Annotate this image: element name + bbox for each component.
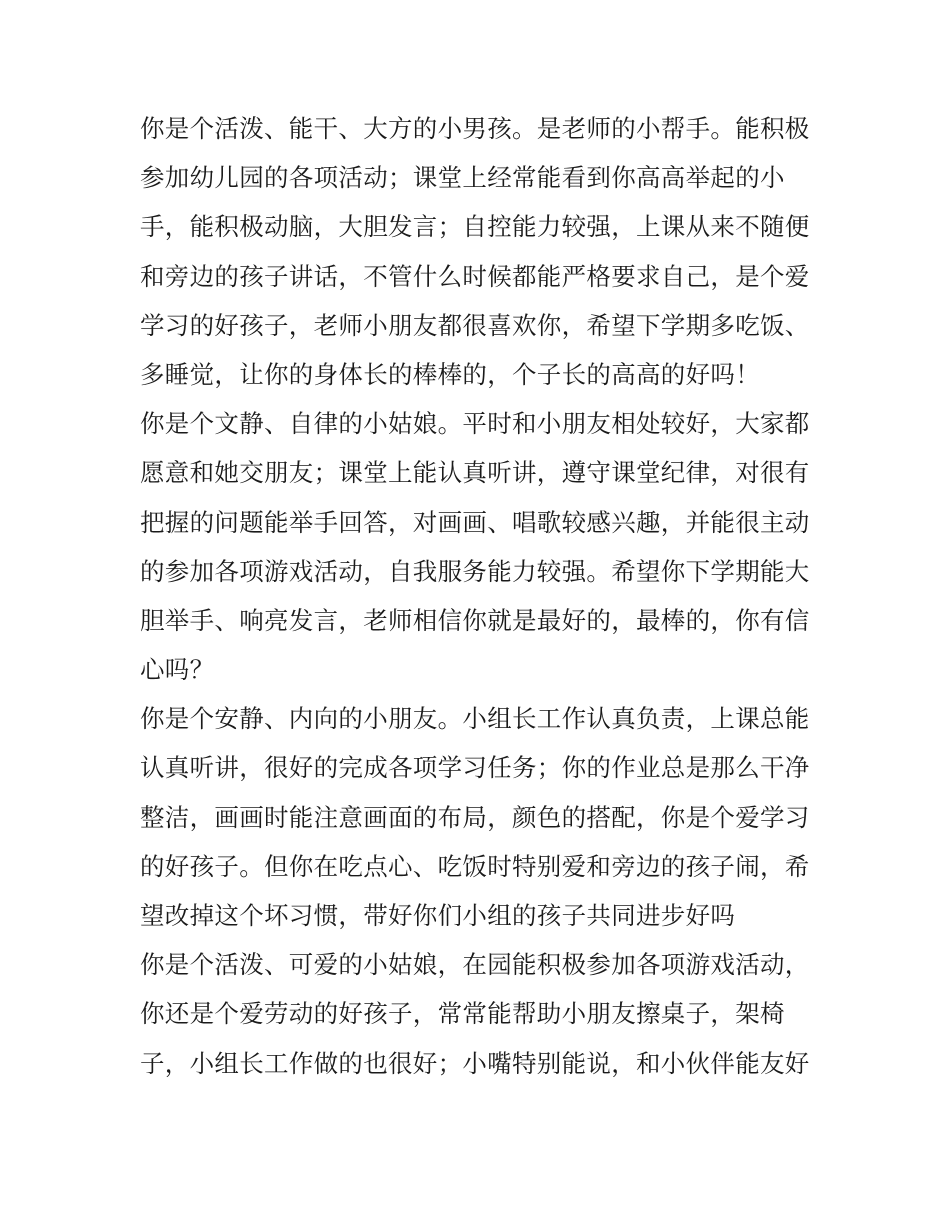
text-line: 你是个活泼、可爱的小姑娘，在园能积极参加各项游戏活动， bbox=[140, 950, 810, 980]
text-line: 认真听讲，很好的完成各项学习任务；你的作业总是那么干净 bbox=[140, 753, 810, 783]
text-line: 手，能积极动脑，大胆发言；自控能力较强，上课从来不随便 bbox=[140, 212, 810, 242]
text-line: 你是个文静、自律的小姑娘。平时和小朋友相处较好，大家都 bbox=[140, 409, 810, 439]
text-line: 的参加各项游戏活动，自我服务能力较强。希望你下学期能大 bbox=[140, 556, 810, 586]
text-line: 和旁边的孩子讲话，不管什么时候都能严格要求自己，是个爱 bbox=[140, 261, 810, 291]
text-line: 胆举手、响亮发言，老师相信你就是最好的，最棒的，你有信 bbox=[140, 605, 810, 635]
text-line: 的好孩子。但你在吃点心、吃饭时特别爱和旁边的孩子闹，希 bbox=[140, 851, 810, 881]
document-body bbox=[140, 104, 820, 1088]
text-line: 望改掉这个坏习惯，带好你们小组的孩子共同进步好吗 bbox=[140, 901, 736, 930]
text-line: 心吗？ bbox=[140, 655, 215, 685]
text-line: 多睡觉，让你的身体长的棒棒的，个子长的高高的好吗！ bbox=[140, 359, 760, 389]
text-line: 愿意和她交朋友；课堂上能认真听讲，遵守课堂纪律，对很有 bbox=[140, 458, 810, 488]
text-line: 你是个安静、内向的小朋友。小组长工作认真负责，上课总能 bbox=[140, 704, 810, 734]
text-line: 参加幼儿园的各项活动；课堂上经常能看到你高高举起的小 bbox=[140, 163, 785, 193]
text-line: 把握的问题能举手回答，对画画、唱歌较感兴趣，并能很主动 bbox=[140, 507, 810, 537]
text-line: 学习的好孩子，老师小朋友都很喜欢你，希望下学期多吃饭、 bbox=[140, 310, 810, 340]
text-line: 你还是个爱劳动的好孩子，常常能帮助小朋友擦桌子，架椅 bbox=[140, 999, 785, 1029]
text-line: 整洁，画画时能注意画面的布局，颜色的搭配，你是个爱学习 bbox=[140, 802, 810, 832]
text-line: 子，小组长工作做的也很好；小嘴特别能说，和小伙伴能友好 bbox=[140, 1048, 810, 1078]
text-line: 你是个活泼、能干、大方的小男孩。是老师的小帮手。能积极 bbox=[140, 114, 810, 143]
